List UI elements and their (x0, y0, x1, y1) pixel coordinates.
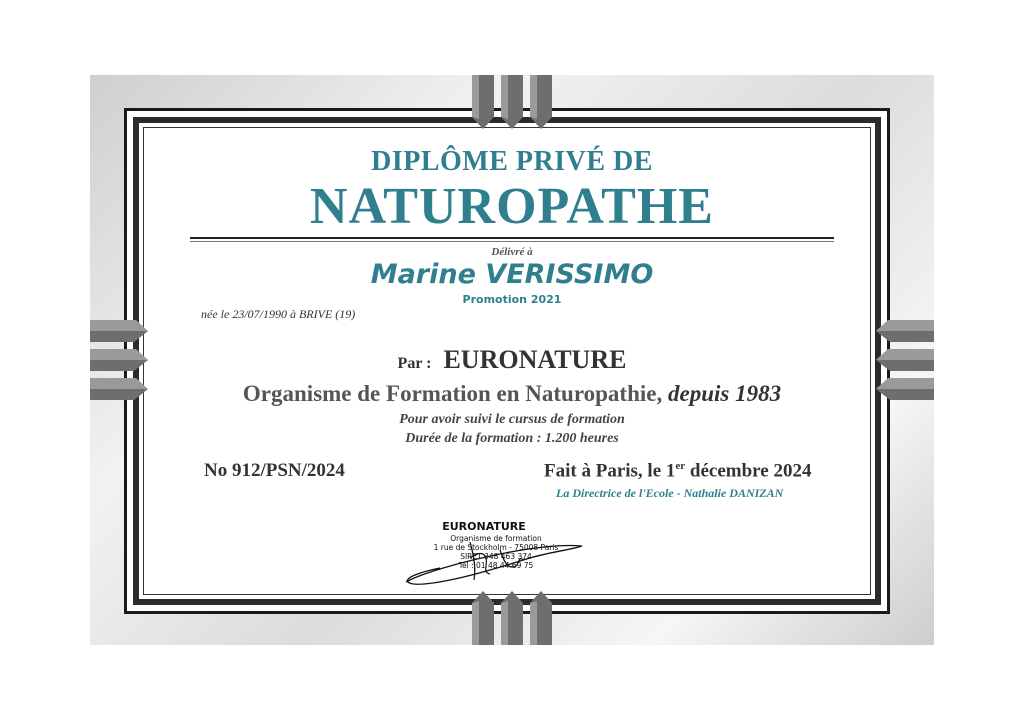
bottom-ribbon-ornament (470, 589, 554, 645)
organization-description-line (0, 381, 1024, 407)
course-statement: Pour avoir suivi le cursus de formation (399, 412, 625, 427)
stamp-line2: 1 rue de Stockholm - 75008 Paris (433, 543, 559, 552)
stamp-line3: SIRET 348 463 374 (460, 552, 532, 561)
diploma-number: No 912/PSN/2024 (204, 460, 345, 481)
title-divider (190, 237, 834, 239)
diploma-title-line1: DIPLÔME PRIVÉ DE (371, 146, 653, 177)
course-duration: Durée de la formation : 1.200 heures (405, 431, 619, 446)
recipient-name: Marine VERISSIMO (370, 259, 654, 290)
promotion-label: Promotion 2021 (462, 293, 562, 306)
stamp-line1: Organisme de formation (450, 534, 542, 543)
issuer-line (0, 345, 1024, 375)
title-divider-thin (190, 241, 834, 242)
stamp-line4: Tél : 01 48 44 69 75 (458, 561, 534, 570)
stamp-name: EURONATURE (442, 520, 526, 533)
director-signature-label: La Directrice de l'Ecole - Nathalie DANIZAN (556, 486, 784, 500)
organization-name: EURONATURE (443, 345, 627, 374)
organization-description: Organisme de Formation en Naturopathie, (242, 381, 663, 406)
by-label: Par : (397, 355, 432, 372)
delivered-to-label: Délivré à (491, 246, 533, 258)
diploma-title-line2: NATUROPATHE (310, 178, 714, 235)
place-date-suffix: décembre 2024 (685, 460, 812, 482)
place-date-prefix: Fait à Paris, le 1 (544, 460, 676, 482)
top-ribbon-ornament (470, 75, 554, 131)
place-and-date (544, 460, 811, 482)
place-date-superscript: er (675, 460, 686, 472)
organization-since: depuis 1983 (667, 381, 782, 406)
handwritten-signature (400, 522, 590, 592)
birth-info: née le 23/07/1990 à BRIVE (19) (201, 307, 356, 321)
